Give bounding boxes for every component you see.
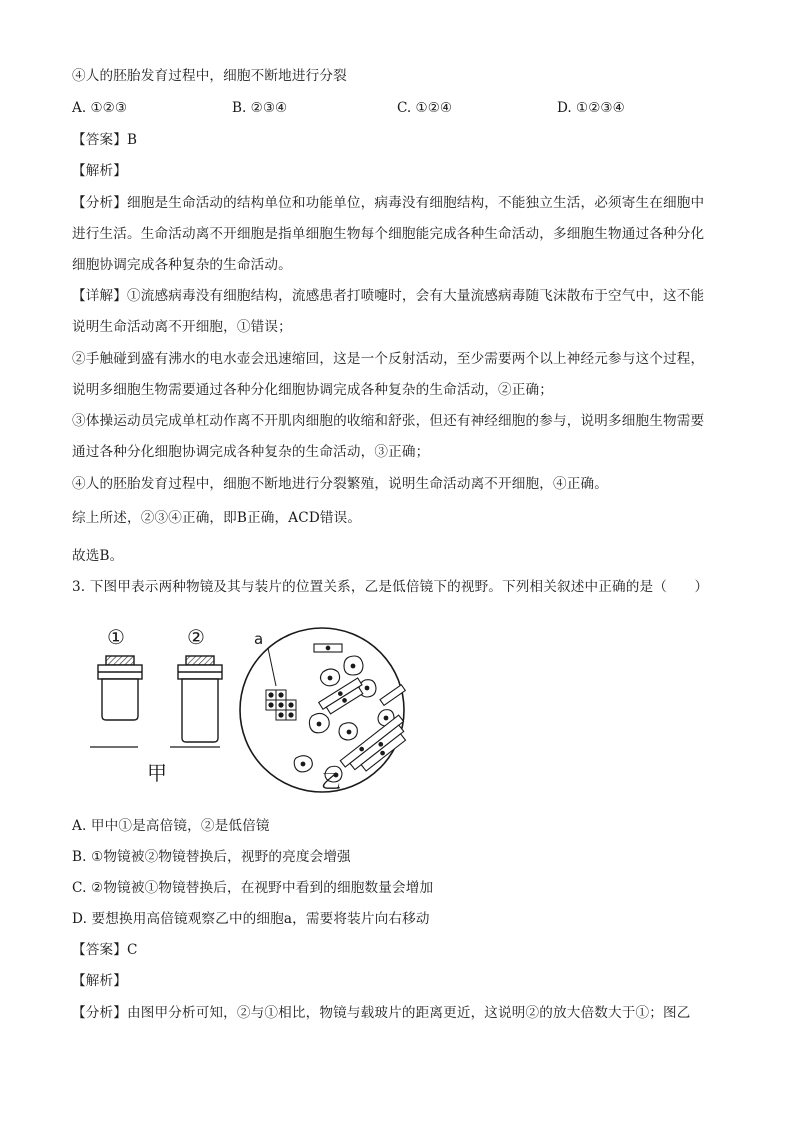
text-line-statement-4: ④人的胚胎发育过程中，细胞不断地进行分裂 xyxy=(72,68,347,84)
detail-line-2: 说明生命活动离不开细胞，①错误； xyxy=(72,319,292,335)
question-3-stem: 3. 下图甲表示两种物镜及其与装片的位置关系，乙是低倍镜下的视野。下列相关叙述中正确的是（ ） xyxy=(72,579,709,595)
detail-line-3: ②手触碰到盛有沸水的电水壶会迅速缩回，这是一个反射活动，至少需要两个以上神经元参与这个过程， xyxy=(72,351,705,367)
analysis-heading-3: 【解析】 xyxy=(72,973,127,989)
analysis-line-1: 【分析】细胞是生命活动的结构单位和功能单位，病毒没有细胞结构，不能独立生活，必须寄生在细胞中 xyxy=(72,195,705,211)
label-objective-2: ② xyxy=(187,625,205,649)
analysis-line-3: 细胞协调完成各种复杂的生命活动。 xyxy=(72,257,292,273)
analysis-line-3-1: 【分析】由图甲分析可知，②与①相比，物镜与载玻片的距离更近，这说明②的放大倍数大于①；图乙 xyxy=(72,1005,691,1021)
analysis-heading: 【解析】 xyxy=(72,163,127,179)
caption-yi: 乙 xyxy=(321,769,341,793)
caption-jia: 甲 xyxy=(147,761,167,785)
choice-line: 故选B。 xyxy=(72,548,124,564)
option-3c: C. ②物镜被①物镜替换后，在视野中看到的细胞数量会增加 xyxy=(72,880,434,896)
microscope-figure xyxy=(90,620,420,800)
detail-line-6: 通过各种分化细胞协调完成各种复杂的生命活动，③正确； xyxy=(72,444,430,460)
objective-2-icon xyxy=(178,656,222,742)
label-cell-a: a xyxy=(254,630,264,648)
option-3b: B. ①物镜被②物镜替换后，视野的亮度会增强 xyxy=(72,849,351,865)
detail-line-5: ③体操运动员完成单杠动作离不开肌肉细胞的收缩和舒张，但还有神经细胞的参与，说明多细胞生物需要 xyxy=(72,413,705,429)
analysis-line-2: 进行生活。生命活动离不开细胞是指单细胞生物每个细胞能完成各种生命活动，多细胞生物通过各种分化 xyxy=(72,226,705,242)
option-c: C. ①②④ xyxy=(397,100,453,116)
detail-line-7: ④人的胚胎发育过程中，细胞不断地进行分裂繁殖，说明生命活动离不开细胞，④正确。 xyxy=(72,476,609,492)
option-3a: A. 甲中①是高倍镜，②是低倍镜 xyxy=(72,818,270,834)
answer-line: 【答案】B xyxy=(72,132,138,148)
field-of-view xyxy=(240,628,413,792)
summary-line: 综上所述，②③④正确，即B正确，ACD错误。 xyxy=(72,510,362,526)
option-b: B. ②③④ xyxy=(232,100,288,116)
option-d: D. ①②③④ xyxy=(557,100,625,116)
objective-1-icon xyxy=(98,656,142,720)
answer-line-3: 【答案】C xyxy=(72,942,138,958)
label-objective-1: ① xyxy=(107,625,125,649)
detail-line-1: 【详解】①流感病毒没有细胞结构，流感患者打喷嚏时，会有大量流感病毒随飞沫散布于空气中，这不能 xyxy=(72,288,705,304)
option-a: A. ①②③ xyxy=(72,100,128,116)
detail-line-4: 说明多细胞生物需要通过各种分化细胞协调完成各种复杂的生命活动，②正确； xyxy=(72,382,554,398)
option-3d: D. 要想换用高倍镜观察乙中的细胞a，需要将装片向右移动 xyxy=(72,911,430,927)
